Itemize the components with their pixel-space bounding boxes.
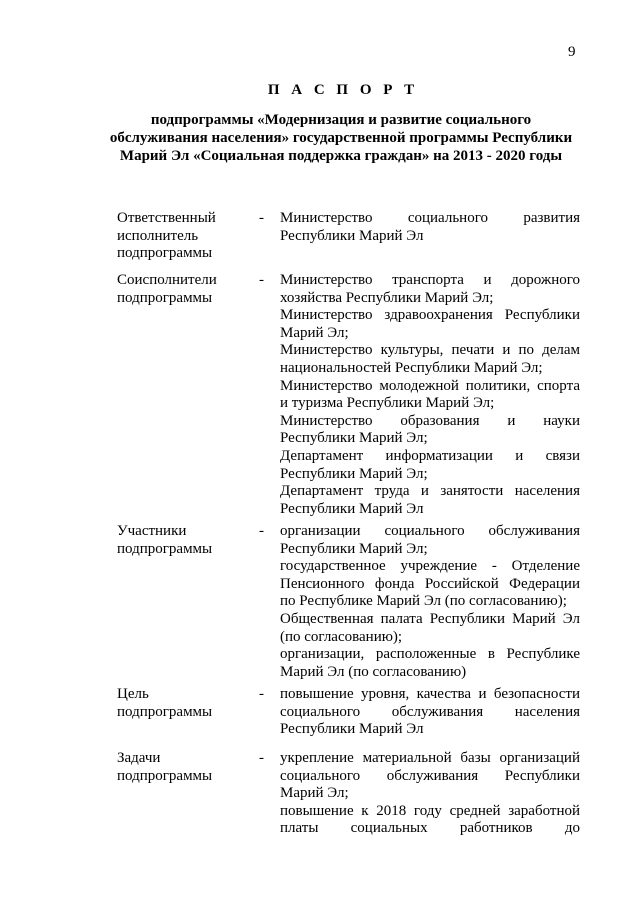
row-content [280,272,580,518]
content-line: Республики Марий Эл; [280,430,428,447]
content-line: социального обслуживания Республики [280,767,580,784]
row-label-line: подпрограммы [117,540,213,557]
row-content [280,523,580,681]
row-label-line: подпрограммы [117,767,213,784]
content-line: Департамент труда и занятости населения [280,483,580,500]
content-line: Республики Марий Эл [280,721,424,738]
row-label-line: подпрограммы [117,289,213,306]
content-line: Марий Эл; [280,324,349,341]
content-line: Марий Эл (по согласованию) [280,663,467,680]
row-label [117,686,252,721]
row-label-line: Цель [117,686,149,702]
content-line: Министерство здравоохранения Республики [280,307,580,324]
content-line: Республики Марий Эл; [280,465,428,482]
row-label [117,523,252,558]
row-dash: - [259,523,264,539]
content-line: Пенсионного фонда Российской Федерации [280,575,580,592]
row-content [280,210,580,245]
content-line: Республики Марий Эл; [280,540,428,557]
content-line: Департамент информатизации и связи [280,447,580,464]
subtitle-line: обслуживания населения» государственной программы Республики [109,130,573,146]
row-label-line: исполнитель [117,227,199,244]
row-dash: - [259,210,264,226]
content-line: социального обслуживания населения [280,703,580,720]
row-label-line: Ответственный [117,210,216,226]
content-line: по Республике Марий Эл (по согласованию); [280,593,567,610]
row-dash: - [259,750,264,766]
content-line: национальностей Республики Марий Эл; [280,359,543,376]
row-content [280,750,580,838]
content-line: Министерство молодежной политики, спорта [280,377,580,394]
content-line: Республики Марий Эл [280,500,424,517]
content-line: укрепление материальной базы организаций [280,750,580,766]
content-line: повышение к 2018 году средней заработной [280,802,580,819]
row-label-line: Участники [117,523,187,539]
content-line: Министерство образования и науки [280,412,580,429]
content-line: организации, расположенные в Республике [280,646,580,663]
content-line: Министерство транспорта и дорожного [280,272,580,288]
content-line: (по согласованию); [280,628,403,645]
row-label [117,210,252,263]
content-line: государственное учреждение - Отделение [280,558,580,575]
row-content [280,686,580,739]
content-line: Общественная палата Республики Марий Эл [280,610,580,627]
row-label [117,750,252,785]
row-label-line: подпрограммы [117,245,213,262]
content-line: организации социального обслуживания [280,523,580,539]
content-line: Министерство социального развития [280,210,580,226]
row-label-line: подпрограммы [117,703,213,720]
content-line: повышение уровня, качества и безопасности [280,686,580,702]
row-label-line: Соисполнители [117,272,217,288]
row-dash: - [259,686,264,702]
row-label-line: Задачи [117,750,161,766]
content-line: платы социальных работников до [280,820,580,837]
row-dash: - [259,272,264,288]
page-number: 9 [568,44,576,60]
document-heading: П А С П О Р Т [267,82,419,98]
content-line: и туризма Республики Марий Эл; [280,395,495,412]
subtitle-line: подпрограммы «Модернизация и развитие социального [150,112,532,128]
row-label [117,272,252,307]
content-line: Министерство культуры, печати и по делам [280,342,580,359]
content-line: хозяйства Республики Марий Эл; [280,289,494,306]
subtitle-line: Марий Эл «Социальная поддержка граждан» на 2013 - 2020 годы [119,148,563,164]
document-subtitle [96,111,586,165]
content-line: Марий Эл; [280,785,349,802]
content-line: Республики Марий Эл [280,227,424,244]
